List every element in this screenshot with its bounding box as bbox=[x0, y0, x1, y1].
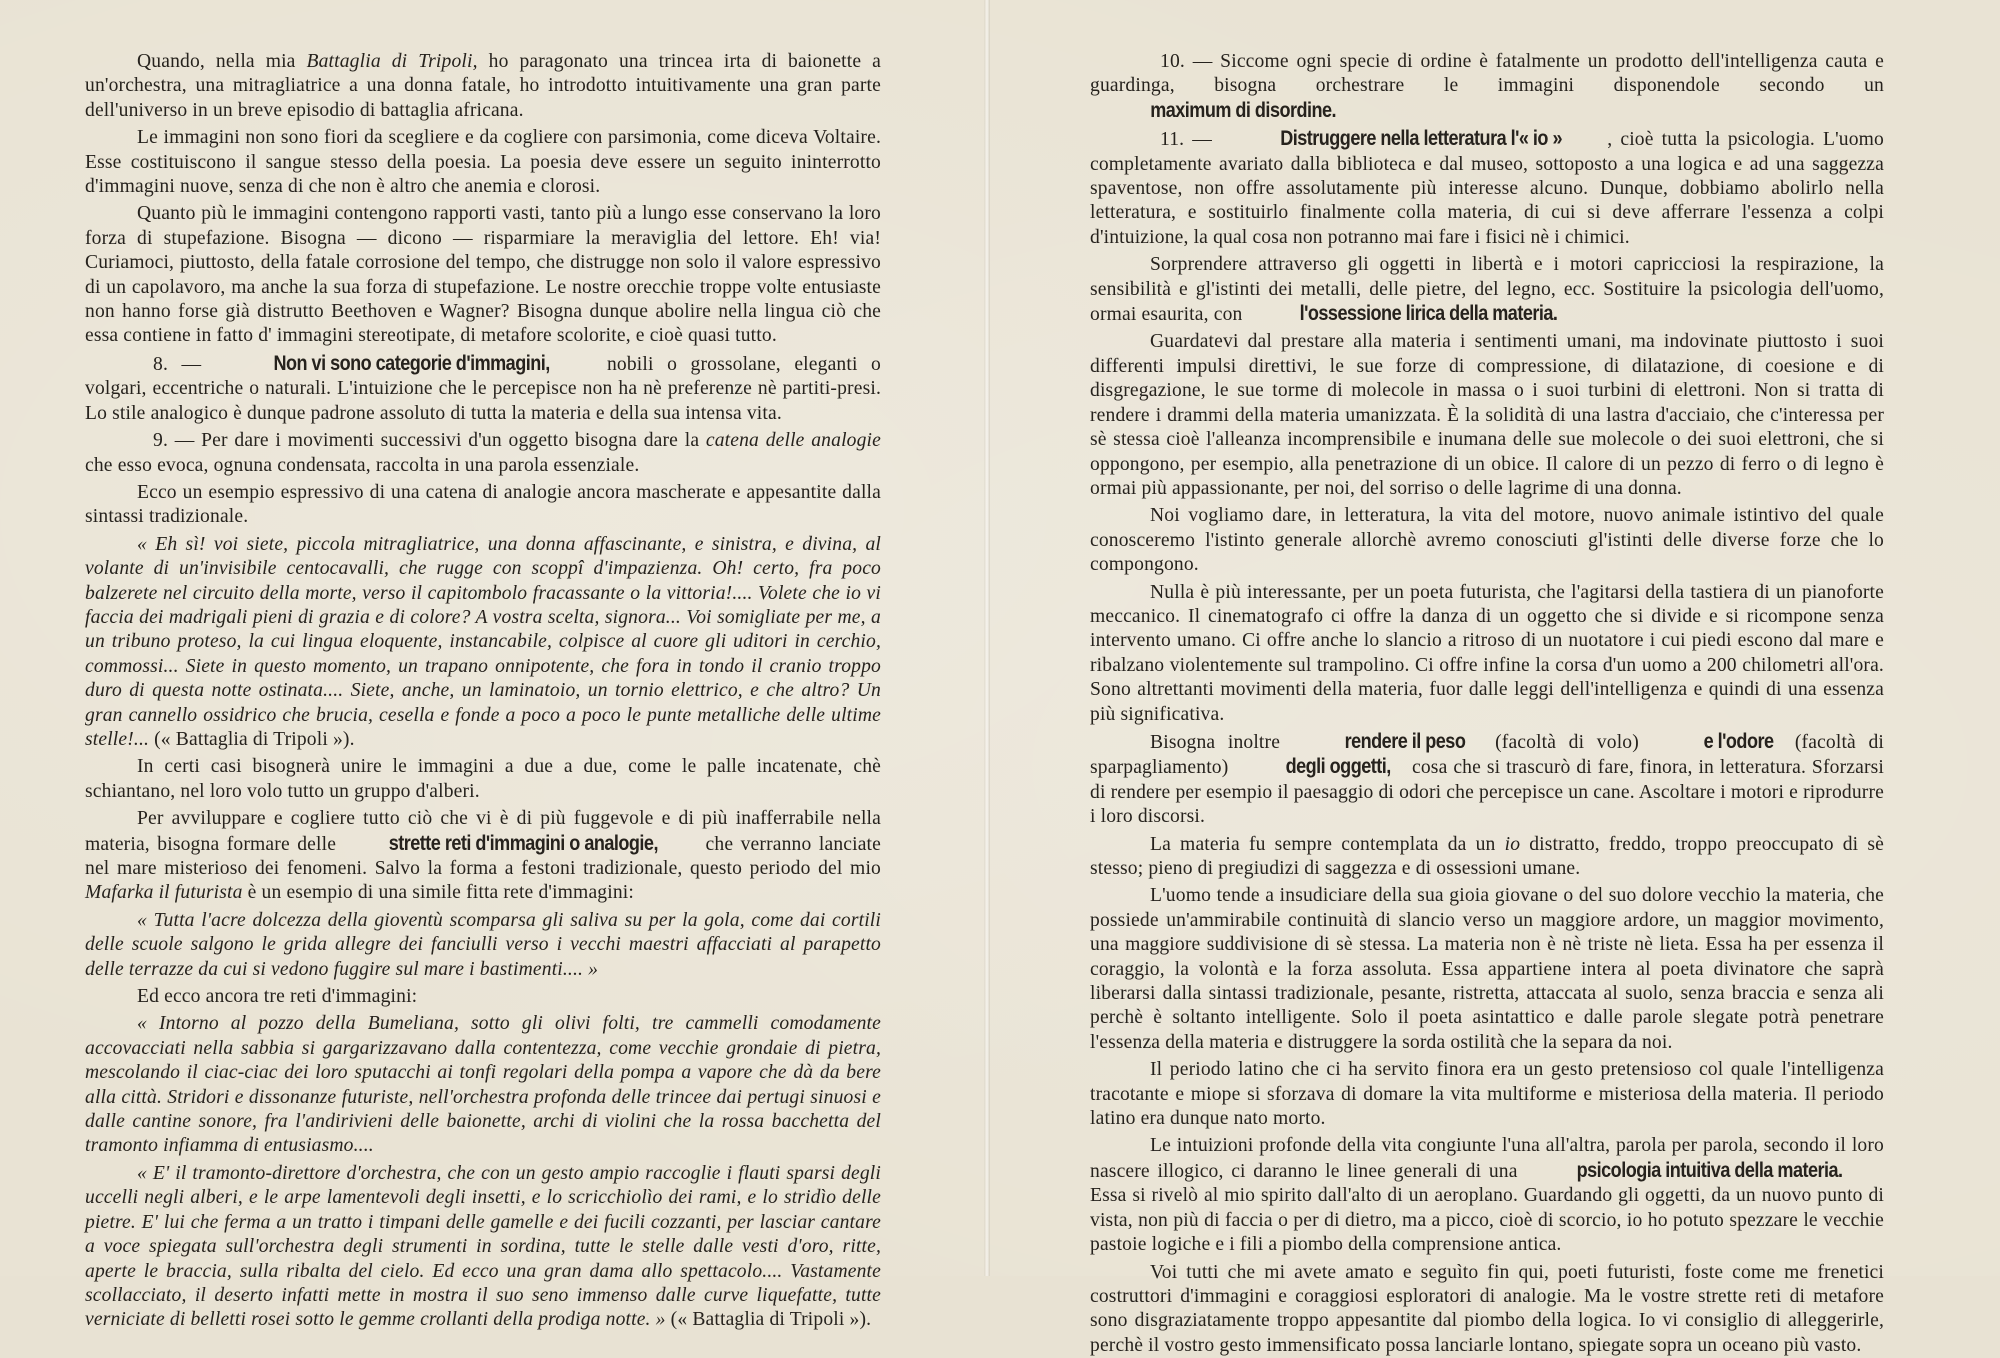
text-run: Nulla è più interessante, per un poeta futurista, che l'agitarsi della tastiera di un pianoforte meccanico. Il cinematografo ci offre la danza di un oggetto che si divide e si ricompone senza intervento umano. Ci offre anche lo slancio a ritroso di un nuotatore i cui piedi escono dal mare e ribalzano violentemente sul trampolino. Ci offre infine la corsa d'un uomo a 200 chilometri all'ora. Sono altrettanti movimenti della materia, fuor dalle leggi dell'intelligenza e quindi di una essenza più significativa. bbox=[1090, 582, 1884, 725]
text-run: nobili o grossolane, eleganti o volgari, eccentriche o naturali. L'intuizione che le percepisce non ha nè preferenze nè partiti-presi. Lo stile analogico è dunque padrone assoluto di tutta la materia e della sua intensa vita. bbox=[85, 354, 881, 424]
paragraph bbox=[1090, 833, 1884, 882]
quoted-passage bbox=[85, 1012, 881, 1158]
paragraph bbox=[85, 807, 881, 906]
paragraph bbox=[85, 755, 881, 804]
italic-emphasis: catena delle analogie bbox=[706, 430, 881, 451]
paragraph bbox=[85, 202, 881, 348]
bold-emphasis: l'ossessione lirica della materia. bbox=[1248, 302, 1557, 326]
text-run: (facoltà di volo) bbox=[1483, 732, 1652, 753]
text-run: Sorprendere attraverso gli oggetti in libertà e i motori capricciosi la respirazione, la sensibilità e gl'istinti dei metalli, delle pietre, del legno, ecc. Sostituire la psicologia dell'uomo, ormai esaurita, con bbox=[1090, 254, 1884, 325]
text-run: , cioè tutta la psicologia. L'uomo completamente avariato dalla biblioteca e dal museo, sottoposto a una logica e ad una saggezza spaventose, non offre assolutamente più interesse alcuno. Dunque, dobbiamo abolirlo nella letteratura, e sostituirlo finalmente colla materia, di cui si deve afferrare l'essenza a colpi d'intuizione, la qual cosa non potranno mai fare i fisici nè i chimici. bbox=[1090, 129, 1884, 248]
text-run: « E' il tramonto-direttore d'orchestra, che con un gesto ampio raccoglie i flauti sparsi degli uccelli negli alberi, e le arpe lamentevoli degli insetti, e lo scricchiolìo dei rami, e lo stridìo delle pietre. E' lui che ferma a un tratto i timpani delle gamelle e dei fucili cozzanti, per lasciar cantare a voce spiegata sull'orchestra degli strumenti in sordina, tutte le stelle dalle vesti d'oro, ritte, aperte le braccia, sulla ribalta del cielo. Ed ecco una gran dama allo spettacolo.... Vastamente scollacciato, il deserto infatti mette in mostra il suo seno immenso dalle curve liquefatte, tutte verniciate di belletti rosei sotto le gemme crollanti della prodiga notte. » bbox=[85, 1163, 881, 1330]
text-run: che esso evoca, ognuna condensata, raccolta in una parola essenziale. bbox=[85, 455, 639, 476]
text-run: Le immagini non sono fiori da scegliere e da cogliere con parsimonia, come diceva Voltaire. Esse costituiscono il sangue stesso della poesia. La poesia deve essere un seguito ininterrotto d'immagini nuove, senza di che non è altro che anemia e clorosi. bbox=[85, 127, 881, 197]
text-run: Noi vogliamo dare, in letteratura, la vita del motore, nuovo animale istintivo del quale conosceremo l'istinto generale allorchè avremo conosciuti gl'istinti delle diverse forze che lo compongono. bbox=[1090, 505, 1884, 575]
citation: (« Battaglia di Tripoli »). bbox=[671, 1309, 872, 1330]
paragraph bbox=[1090, 330, 1884, 501]
text-run: 8. — bbox=[153, 354, 215, 375]
text-run: è un esempio di una simile fitta rete d'immagini: bbox=[243, 882, 634, 903]
paragraph bbox=[1090, 1058, 1884, 1131]
text-run: 9. — Per dare i movimenti successivi d'un oggetto bisogna dare la bbox=[153, 430, 706, 451]
text-run: Quanto più le immagini contengono rapporti vasti, tanto più a lungo esse conservano la loro forza di stupefazione. Bisogna — dicono — risparmiare la meraviglia del lettore. Eh! via! Curiamoci, piuttosto, della fatale corrosione del tempo, che distrugge non solo il valore espressivo di un capolavoro, ma anche la sua forza di stupefazione. Le nostre orecchie troppe volte entusiaste non hanno forse già distrutto Beethoven e Wagner? Bisogna dunque abolire nella lingua ciò che essa contiene in fatto d' immagini stereotipate, di metafore scolorite, e cioè quasi tutto. bbox=[85, 203, 881, 346]
text-run: In certi casi bisognerà unire le immagini a due a due, come le palle incatenate, chè schiantano, nel loro volo tutto un gruppo d'alberi. bbox=[85, 756, 881, 801]
bold-emphasis: maximum di disordine. bbox=[1090, 99, 1336, 123]
numbered-paragraph bbox=[85, 352, 881, 426]
numbered-paragraph bbox=[1090, 50, 1884, 124]
left-page bbox=[85, 50, 881, 1333]
paragraph bbox=[85, 481, 881, 530]
citation: (« Battaglia di Tripoli »). bbox=[154, 729, 355, 750]
bold-emphasis: Non vi sono categorie d'immagini, bbox=[215, 352, 550, 376]
paragraph bbox=[1090, 581, 1884, 727]
bold-emphasis: e l'odore bbox=[1652, 730, 1774, 754]
paragraph bbox=[1090, 884, 1884, 1055]
text-run: Guardatevi dal prestare alla materia i sentimenti umani, ma indovinate piuttosto i suoi differenti impulsi direttivi, le sue forze di compressione, di dilatazione, di coesione e di disgregazione, le sue torme di molecole in massa o i suoi turbini di elettroni. Non si tratta di rendere i drammi della materia umanizzata. È la solidità di una lastra d'acciaio, che c'interessa per sè stessa cioè l'alleanza incomprensibile e inumana delle sue molecole o dei suoi elettroni, che si oppongono, per esempio, alla penetrazione di un obice. Il calore di un pezzo di ferro o di legno è ormai più appassionante, per noi, del sorriso o delle lagrime di una donna. bbox=[1090, 331, 1884, 498]
italic-emphasis: Battaglia di Tripoli, bbox=[306, 51, 477, 72]
italic-emphasis: io bbox=[1505, 834, 1521, 855]
right-page bbox=[1090, 50, 1884, 1358]
page-fold bbox=[984, 0, 990, 1276]
bold-emphasis: degli oggetti, bbox=[1234, 755, 1391, 779]
paragraph bbox=[85, 126, 881, 199]
paragraph bbox=[1090, 1261, 1884, 1358]
numbered-paragraph bbox=[85, 429, 881, 478]
text-run: « Intorno al pozzo della Bumeliana, sotto gli olivi folti, tre cammelli comodamente accovacciati nella sabbia si gargarizzavano dalla contentezza, come vecchie grondaie di pietra, mescolando il ciac-ciac dei loro sputacchi ai tonfi regolari della pompa a vapore che dà da bere alla città. Stridori e dissonanze futuriste, nell'orchestra profonda delle trincee dai pertugi sinuosi e dalle cantine sonore, fra l'andirivieni delle baionette, archi di violini che la rossa bacchetta del tramonto infiamma di entusiasmo.... bbox=[85, 1013, 881, 1156]
numbered-paragraph bbox=[1090, 127, 1884, 250]
italic-emphasis: Mafarka il futurista bbox=[85, 882, 243, 903]
text-run: 11. — bbox=[1160, 129, 1220, 150]
text-run: « Tutta l'acre dolcezza della gioventù scomparsa gli saliva su per la gola, come dai cortili delle scuole salgono le grida allegre dei fanciulli verso i vecchi maestri affacciati al parapetto delle terrazze da cui si vedono fuggire sul mare i bastimenti.... » bbox=[85, 910, 881, 980]
quoted-passage bbox=[85, 1162, 881, 1333]
paragraph bbox=[85, 985, 881, 1009]
text-run: Bisogna inoltre bbox=[1150, 732, 1293, 753]
paragraph bbox=[1090, 253, 1884, 327]
text-run: Voi tutti che mi avete amato e seguìto fin qui, poeti futuristi, foste come me frenetici costruttori d'immagini e coraggiosi esploratori di analogie. Ma le vostre strette reti di metafore sono disgraziatamente troppo appesantite dal piombo della logica. Io vi consiglio di alleggerirle, perchè il vostro gesto immensificato possa lanciarle lontano, spiegate sopra un oceano più vasto. bbox=[1090, 1262, 1884, 1356]
text-run: Le intuizioni profonde della vita congiunte l'una all'altra, parola per parola, secondo il loro nascere illogico, ci daranno le linee generali di una bbox=[1090, 1135, 1884, 1181]
text-run: Essa si rivelò al mio spirito dall'alto di un aeroplano. Guardando gli oggetti, da un nuovo punto di vista, non più di faccia o per di dietro, ma a picco, cioè di scorcio, io ho potuto spezzare le vecchie pastoie logiche e i fili a piombo della comprensione antica. bbox=[1090, 1185, 1884, 1255]
text-run: Per avviluppare e cogliere tutto ciò che vi è di più fuggevole e di più inafferrabile nella materia, bisogna formare delle bbox=[85, 808, 881, 854]
text-run: Ecco un esempio espressivo di una catena di analogie ancora mascherate e appesantite dalla sintassi tradizionale. bbox=[85, 482, 881, 527]
paragraph bbox=[1090, 1134, 1884, 1257]
text-run: La materia fu sempre contemplata da un bbox=[1150, 834, 1505, 855]
text-run: ho paragonato una trincea irta di baionette a un'orchestra, una mitragliatrice a una donna fatale, ho introdotto intuitivamente una gran parte dell'universo in un breve episodio di battaglia africana. bbox=[85, 51, 881, 121]
text-run: L'uomo tende a insudiciare della sua gioia giovane o del suo dolore vecchio la materia, che possiede un'ammirabile continuità di slancio verso un maggiore ardore, un maggior movimento, una maggiore suddivisione di sè stessa. La materia non è nè triste nè lieta. Essa ha per essenza il coraggio, la volontà e la forza assoluta. Essa appartiene intera al poeta divinatore che saprà liberarsi dalla sintassi tradizionale, pesante, ristretta, attaccata al suolo, senza braccia e senza ali perchè è soltanto intelligente. Solo il poeta asintattico e dalle parole slegate potrà penetrare l'essenza della materia e distruggere la sorda ostilità che la separa da noi. bbox=[1090, 885, 1884, 1052]
paragraph bbox=[1090, 730, 1884, 830]
text-run: Quando, nella mia bbox=[137, 51, 306, 72]
text-run: (facoltà di sparpagliamento) bbox=[1090, 732, 1884, 778]
text-run: Ed ecco ancora tre reti d'immagini: bbox=[137, 986, 417, 1007]
bold-emphasis: psicologia intuitiva della materia. bbox=[1525, 1159, 1843, 1183]
bold-emphasis: rendere il peso bbox=[1293, 730, 1465, 754]
text-run: 10. — Siccome ogni specie di ordine è fatalmente un prodotto dell'intelligenza cauta e guardinga, bisogna orchestrare le immagini disponendole secondo un bbox=[1090, 51, 1884, 96]
paragraph bbox=[1090, 504, 1884, 577]
quoted-passage bbox=[85, 909, 881, 982]
bold-emphasis: strette reti d'immagini o analogie, bbox=[344, 832, 658, 856]
quoted-passage bbox=[85, 533, 881, 753]
text-run: « Eh sì! voi siete, piccola mitragliatrice, una donna affascinante, e sinistra, e divina, al volante di un'invisibile centocavalli, che rugge con scoppî d'impazienza. Oh! certo, fra poco balzerete nel circuito della morte, verso il capitombolo fracassante o la vittoria!.... Volete che io vi faccia dei madrigali pieni di grazia e di colore? A vostra scelta, signora... Voi somigliate per me, a un tribuno proteso, la cui lingua eloquente, instancabile, colpisce al cuore gli uditori in cerchio, commossi... Siete in questo momento, un trapano onnipotente, che fora in tondo il cranio troppo duro di questa notte ostinata.... Siete, anche, un laminatoio, un tornio elettrico, e che altro? Un gran cannello ossidrico che brucia, cesella e fonde a poco a poco le punte metalliche delle ultime stelle!... bbox=[85, 534, 881, 750]
text-run: che verranno lanciate nel mare misterioso dei fenomeni. Salvo la forma a festoni tradizionale, questo periodo del mio bbox=[85, 834, 881, 879]
text-run: distratto, freddo, troppo preoccupato di sè stesso; pieno di pregiudizi di saggezza e di ossessioni umane. bbox=[1090, 834, 1884, 879]
paragraph bbox=[85, 50, 881, 123]
text-run: cosa che si trascurò di fare, finora, in letteratura. Sforzarsi di rendere per esempio il paesaggio di odori che percepisce un cane. Ascoltare i motori e riprodurre i loro discorsi. bbox=[1090, 757, 1884, 827]
text-run: Il periodo latino che ci ha servito finora era un gesto pretensioso col quale l'intelligenza tracotante e miope si sforzava di domare la vita multiforme e misteriosa della materia. Il periodo latino era dunque nato morto. bbox=[1090, 1059, 1884, 1129]
bold-emphasis: Distruggere nella letteratura l'« io » bbox=[1220, 127, 1562, 151]
